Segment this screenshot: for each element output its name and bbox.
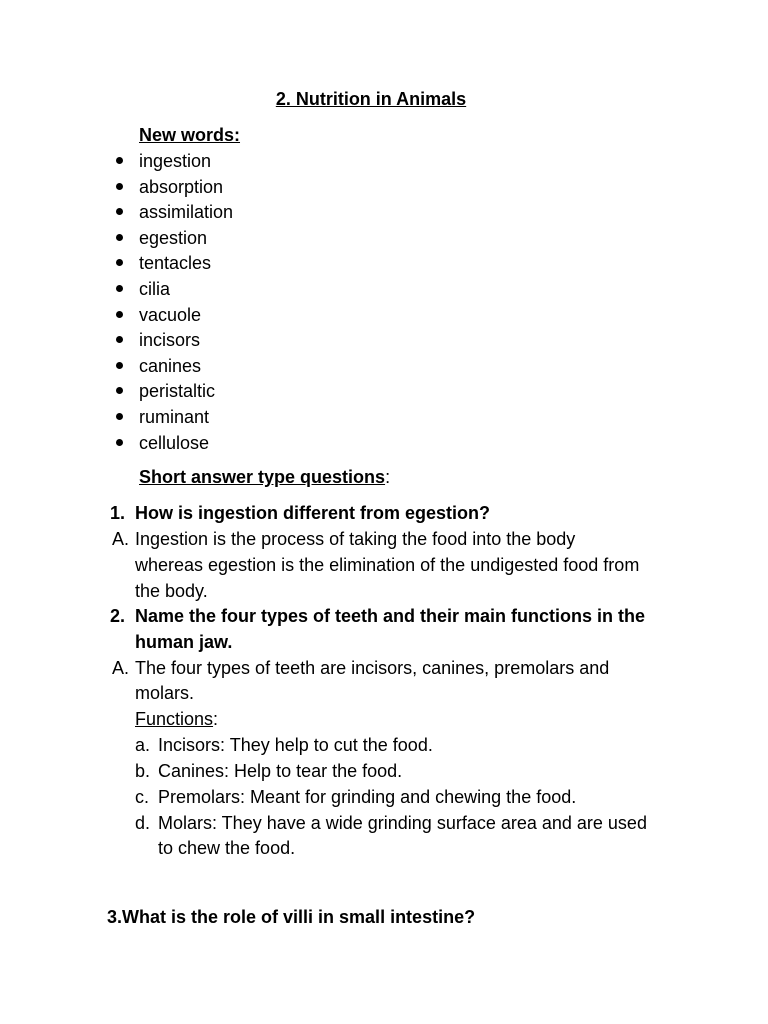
list-item: egestion [114,227,233,253]
new-words-list [114,150,233,457]
function-text: Incisors: They help to cut the food. [158,735,433,755]
list-item: canines [114,355,233,381]
list-item: incisors [114,329,233,355]
function-marker: c. [135,787,150,807]
answer-marker: A. [112,529,130,549]
bullet-icon [116,413,123,420]
answer-text: The four types of teeth are incisors, canines, premolars and [135,658,610,678]
list-item: cellulose [114,432,233,458]
page-title: 2. Nutrition in Animals [275,89,467,109]
bullet-icon [116,311,123,318]
list-item: ruminant [114,406,233,432]
bullet-icon [116,362,123,369]
functions-line [135,708,218,730]
function-text: Premolars: Meant for grinding and chewing the food. [158,787,577,807]
list-item: tentacles [114,252,233,278]
answer-marker: A. [112,658,130,678]
question-text: Name the four types of teeth and their main functions in the [135,606,646,626]
list-item: peristaltic [114,380,233,406]
question-number: 1. [110,503,126,523]
function-marker: b. [135,761,151,781]
short-answer-heading: Short answer type questions [139,467,386,487]
short-answer-heading-line [139,466,390,488]
heading-colon: : [385,467,391,487]
functions-colon: : [213,709,219,729]
question-number: 2. [110,606,126,626]
bullet-icon [116,234,123,241]
bullet-icon [116,259,123,266]
bullet-icon [116,439,123,446]
function-marker: d. [135,813,151,833]
question-text: How is ingestion different from egestion? [135,503,491,523]
question-line [107,906,475,928]
answer-text: molars. [135,683,195,703]
function-text: Molars: They have a wide grinding surface area and are used [158,813,647,833]
function-text: Canines: Help to tear the food. [158,761,403,781]
answer-text: whereas egestion is the elimination of the undigested food from [135,555,640,575]
bullet-icon [116,336,123,343]
question-text: human jaw. [135,632,233,652]
function-text: to chew the food. [158,838,296,858]
new-words-heading: New words: [139,125,241,145]
bullet-icon [116,157,123,164]
functions-label: Functions [135,709,214,729]
list-item: assimilation [114,201,233,227]
list-item: cilia [114,278,233,304]
bullet-icon [116,183,123,190]
question-text: What is the role of villi in small intestine? [122,907,476,927]
bullet-icon [116,285,123,292]
answer-text: the body. [135,581,208,601]
question-number: 3. [107,907,123,927]
bullet-icon [116,208,123,215]
answer-text: Ingestion is the process of taking the food into the body [135,529,576,549]
function-marker: a. [135,735,151,755]
bullet-icon [116,387,123,394]
list-item: absorption [114,176,233,202]
list-item: ingestion [114,150,233,176]
list-item: vacuole [114,304,233,330]
